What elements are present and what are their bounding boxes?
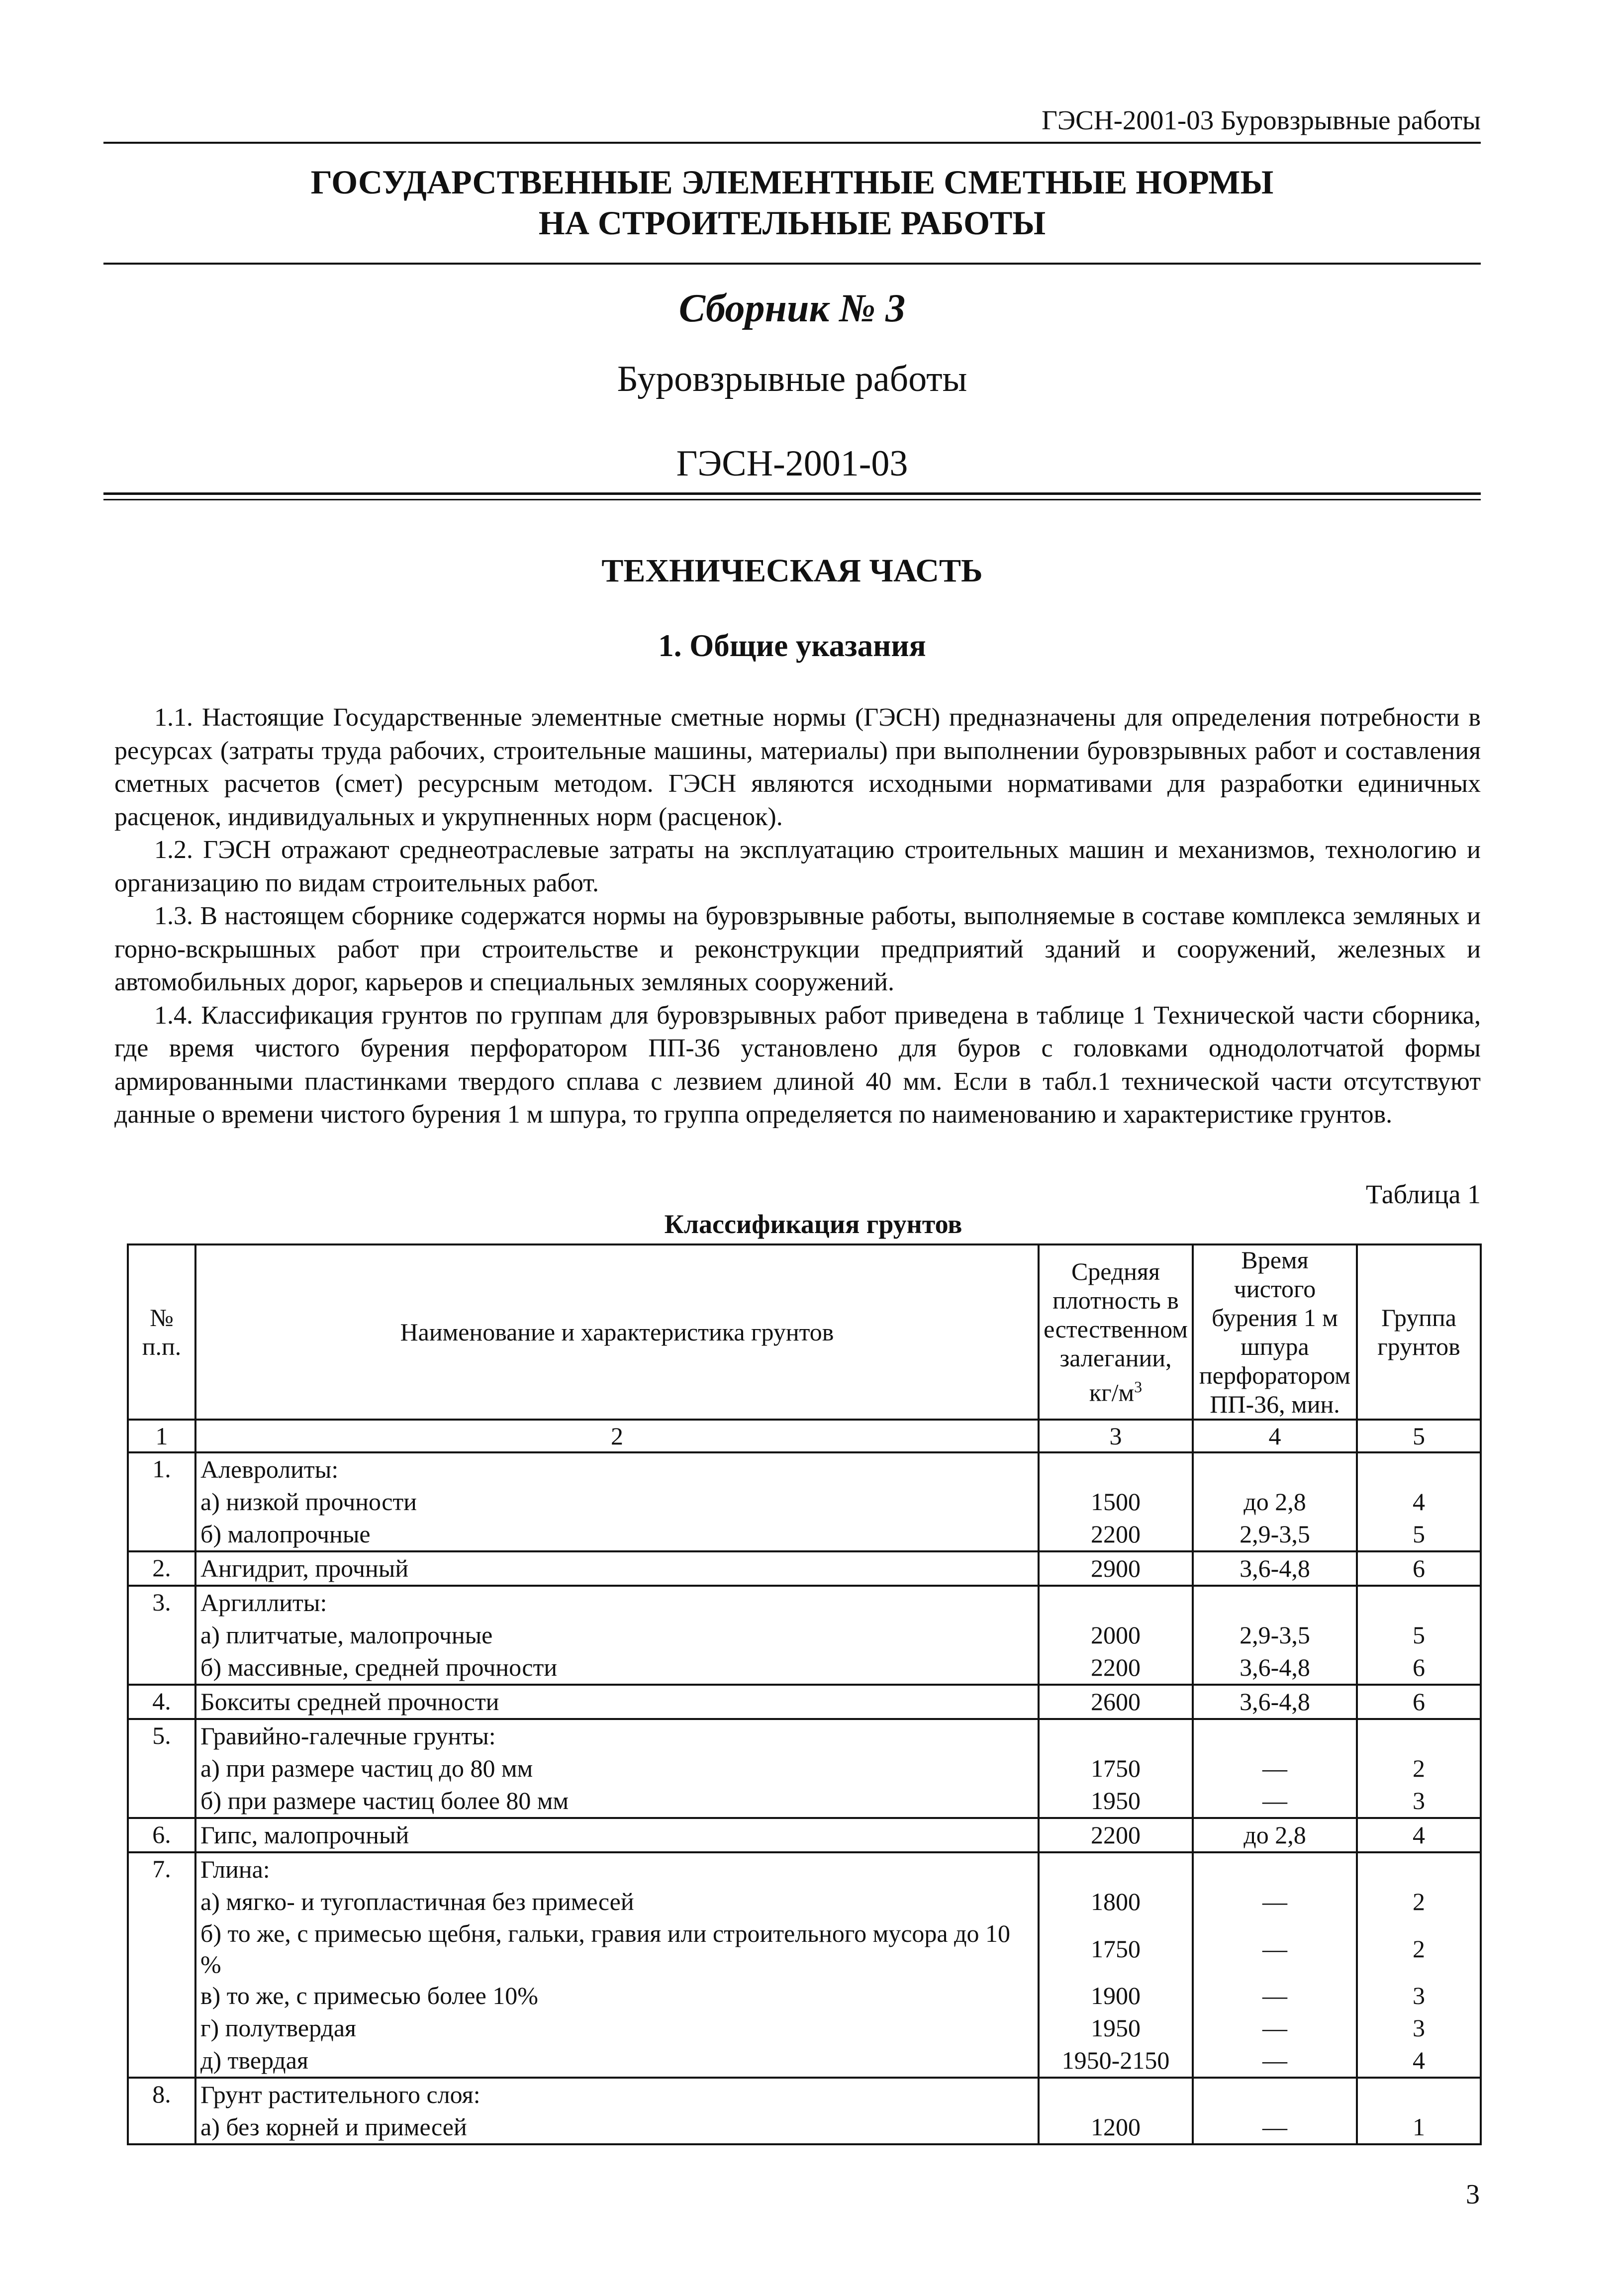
paragraph-1-2: 1.2. ГЭСН отражают среднеотраслевые затраты на эксплуатацию строительных машин и механизмов, технологию и организацию по видам строительных работ. [114, 836, 1481, 897]
soil-name: б) то же, с примесью щебня, гальки, гравия или строительного мусора до 10 % [200, 1919, 1011, 1978]
soil-group-value-cell [1357, 1586, 1481, 1685]
drill-time-value-cell [1193, 1719, 1357, 1818]
drill-time-value: — [1262, 2014, 1287, 2042]
density-value: 1950 [1091, 1787, 1141, 1815]
drill-time-value-cell [1193, 1452, 1357, 1551]
table-row [128, 1852, 1481, 2078]
soil-group-value: 3 [1413, 1982, 1425, 2009]
drill-time-value-cell [1193, 1685, 1357, 1719]
soil-group-value: 4 [1413, 1488, 1425, 1516]
table-row [128, 1452, 1481, 1551]
code-rule-thick [103, 492, 1481, 495]
density-value: 1800 [1091, 1888, 1141, 1915]
soil-group-value [1362, 1853, 1476, 1886]
column-number: 4 [1193, 1420, 1357, 1452]
density-value [1044, 1587, 1188, 1619]
soil-name-cell [195, 1551, 1039, 1586]
code-rule-thin [103, 499, 1481, 500]
column-number-row [128, 1420, 1481, 1452]
drill-time-value: — [1262, 1935, 1287, 1963]
soil-group-value [1362, 2079, 1476, 2111]
soil-name: Гравийно-галечные грунты: [200, 1722, 496, 1750]
drill-time-value [1198, 2079, 1352, 2111]
header-density [1039, 1244, 1193, 1420]
soil-group-value-cell [1357, 1852, 1481, 2078]
paragraph-1-3: 1.3. В настоящем сборнике содержатся нормы на буровзрывные работы, выполняемые в составе комплекса земляных и горно-вскрышных работ при строительстве и реконструкции предприятий зданий и сооружений, железных и автомобильных дорог, карьеров и специальных земляных сооружений. [114, 902, 1481, 996]
header-drill-time: Время чистого бурения 1 м шпура перфоратором ПП-36, мин. [1193, 1244, 1357, 1420]
header-name: Наименование и характеристика грунтов [195, 1244, 1039, 1420]
soil-group-value: 2 [1413, 1754, 1425, 1782]
soil-name: Бокситы средней прочности [200, 1688, 499, 1716]
row-number: 8. [128, 2078, 195, 2144]
title-rule [103, 263, 1481, 265]
title-line-1: ГОСУДАРСТВЕННЫЕ ЭЛЕМЕНТНЫЕ СМЕТНЫЕ НОРМЫ [310, 163, 1274, 201]
soil-name-cell [195, 1685, 1039, 1719]
column-number: 3 [1039, 1420, 1193, 1452]
density-value-cell [1039, 1586, 1193, 1685]
soil-name: г) полутвердая [200, 2014, 357, 2042]
density-value [1044, 1720, 1188, 1752]
drill-time-value-cell [1193, 1852, 1357, 2078]
title-line-2: НА СТРОИТЕЛЬНЫЕ РАБОТЫ [538, 204, 1046, 242]
density-value: 1950-2150 [1061, 2046, 1170, 2074]
soil-group-value: 1 [1413, 2113, 1425, 2141]
soil-group-value: 2 [1413, 1888, 1425, 1915]
soil-group-value: 6 [1413, 1653, 1425, 1681]
row-number: 7. [128, 1852, 195, 2078]
section-title: ТЕХНИЧЕСКАЯ ЧАСТЬ [601, 553, 983, 589]
soil-name-cell [195, 1852, 1039, 2078]
header-number: № п.п. [128, 1244, 195, 1420]
soil-group-value [1362, 1720, 1476, 1752]
density-value-cell [1039, 1685, 1193, 1719]
density-value: 1900 [1091, 1982, 1141, 2009]
table-number: Таблица 1 [1366, 1179, 1481, 1209]
drill-time-value: 2,9-3,5 [1240, 1621, 1310, 1649]
page-number: 3 [1466, 2179, 1480, 2210]
soil-group-value-cell [1357, 1818, 1481, 1852]
section-subtitle: 1. Общие указания [658, 628, 926, 663]
soil-name: Грунт растительного слоя: [200, 2081, 480, 2108]
header-group: Группа грунтов [1357, 1244, 1481, 1420]
table-row [128, 1719, 1481, 1818]
drill-time-value [1198, 1587, 1352, 1619]
drill-time-value: 3,6-4,8 [1240, 1688, 1310, 1716]
density-value: 1950 [1091, 2014, 1141, 2042]
drill-time-value: — [1262, 1982, 1287, 2009]
soil-group-value: 5 [1413, 1520, 1425, 1548]
density-value-cell [1039, 1818, 1193, 1852]
drill-time-value-cell [1193, 1818, 1357, 1852]
soil-name: а) плитчатые, малопрочные [200, 1621, 493, 1649]
table-header-row [128, 1244, 1481, 1420]
density-value [1044, 1453, 1188, 1486]
soil-group-value: 3 [1413, 1787, 1425, 1815]
drill-time-value [1198, 1453, 1352, 1486]
soil-group-value-cell [1357, 1719, 1481, 1818]
drill-time-value: 2,9-3,5 [1240, 1520, 1310, 1548]
header-density-text: Средняя плотность в естественном залегании, кг/м [1044, 1257, 1188, 1407]
soil-group-value-cell [1357, 1551, 1481, 1586]
row-number: 2. [128, 1551, 195, 1586]
density-value: 2600 [1091, 1688, 1141, 1716]
table-row [128, 1818, 1481, 1852]
density-value-cell [1039, 2078, 1193, 2144]
paragraph-1-1: 1.1. Настоящие Государственные элементные сметные нормы (ГЭСН) предназначены для определения потребности в ресурсах (затраты труда рабочих, строительные машины, материалы) при выполнении буровзрывных работ и составления сметных расчетов (смет) ресурсным методом. ГЭСН являются исходными нормативами для разработки единичных расценок, индивидуальных и укрупненных норм (расценок). [114, 703, 1481, 831]
drill-time-value-cell [1193, 1586, 1357, 1685]
soil-group-value: 4 [1413, 2046, 1425, 2074]
soil-name: а) низкой прочности [200, 1488, 417, 1516]
table-row [128, 2078, 1481, 2144]
header-density-sup: 3 [1134, 1378, 1143, 1396]
header-rule [103, 142, 1481, 144]
table-title: Классификация грунтов [664, 1209, 962, 1239]
soil-group-value: 6 [1413, 1688, 1425, 1716]
table-row [128, 1551, 1481, 1586]
soil-group-value: 4 [1413, 1821, 1425, 1849]
density-value: 1750 [1091, 1935, 1141, 1963]
norm-code: ГЭСН-2001-03 [676, 443, 908, 484]
row-number: 6. [128, 1818, 195, 1852]
row-number: 3. [128, 1586, 195, 1685]
density-value-cell [1039, 1551, 1193, 1586]
drill-time-value-cell [1193, 2078, 1357, 2144]
row-number: 4. [128, 1685, 195, 1719]
density-value: 1750 [1091, 1754, 1141, 1782]
soil-name-cell [195, 1452, 1039, 1551]
soil-group-value: 3 [1413, 2014, 1425, 2042]
paragraph-1-4: 1.4. Классификация грунтов по группам для буровзрывных работ приведена в таблице 1 Технической части сборника, где время чистого бурения перфоратором ПП-36 установлено для буров с головками однодолотчатой формы армированными пластинками твердого сплава с лезвием длиной 40 мм. Если в табл.1 технической части отсутствуют данные о времени чистого бурения 1 м шпура, то группа определяется по наименованию и характеристике грунтов. [114, 1001, 1481, 1129]
drill-time-value: — [1262, 2113, 1287, 2141]
soil-name: а) мягко- и тугопластичная без примесей [200, 1888, 634, 1915]
drill-time-value-cell [1193, 1551, 1357, 1586]
table-row [128, 1586, 1481, 1685]
drill-time-value: 3,6-4,8 [1240, 1554, 1310, 1582]
soil-name: Глина: [200, 1855, 270, 1883]
soil-name: а) при размере частиц до 80 мм [200, 1754, 533, 1782]
soil-group-value-cell [1357, 2078, 1481, 2144]
soil-group-value: 5 [1413, 1621, 1425, 1649]
soil-name-cell [195, 1719, 1039, 1818]
density-value [1044, 2079, 1188, 2111]
density-value-cell [1039, 1852, 1193, 2078]
soil-name-cell [195, 1586, 1039, 1685]
drill-time-value: до 2,8 [1243, 1488, 1306, 1516]
density-value: 1500 [1091, 1488, 1141, 1516]
soil-name: в) то же, с примесью более 10% [200, 1982, 538, 2009]
density-value: 2200 [1091, 1821, 1141, 1849]
soil-group-value-cell [1357, 1452, 1481, 1551]
soil-name: б) малопрочные [200, 1520, 371, 1548]
document-title [103, 162, 1481, 243]
drill-time-value [1198, 1853, 1352, 1886]
drill-time-value [1198, 1720, 1352, 1752]
soil-group-value: 2 [1413, 1935, 1425, 1963]
soil-name-cell [195, 1818, 1039, 1852]
row-number: 5. [128, 1719, 195, 1818]
density-value: 1200 [1091, 2113, 1141, 2141]
drill-time-value: — [1262, 1787, 1287, 1815]
density-value: 2200 [1091, 1520, 1141, 1548]
body-text [114, 701, 1481, 1132]
soil-name: б) при размере частиц более 80 мм [200, 1787, 569, 1815]
soil-group-value [1362, 1453, 1476, 1486]
density-value-cell [1039, 1719, 1193, 1818]
soil-name: Алевролиты: [200, 1455, 339, 1483]
density-value [1044, 1853, 1188, 1886]
collection-subject: Буровзрывные работы [617, 359, 967, 399]
soil-name: Аргиллиты: [200, 1589, 327, 1617]
table-row [128, 1685, 1481, 1719]
soil-group-value-cell [1357, 1685, 1481, 1719]
soil-name: Гипс, малопрочный [200, 1821, 409, 1849]
soil-name: б) массивные, средней прочности [200, 1653, 558, 1681]
column-number: 5 [1357, 1420, 1481, 1452]
drill-time-value: — [1262, 1754, 1287, 1782]
drill-time-value: — [1262, 1888, 1287, 1915]
drill-time-value: до 2,8 [1243, 1821, 1306, 1849]
row-number: 1. [128, 1452, 195, 1551]
soil-name: д) твердая [200, 2046, 308, 2074]
column-number: 2 [195, 1420, 1039, 1452]
drill-time-value: 3,6-4,8 [1240, 1653, 1310, 1681]
soil-name: Ангидрит, прочный [200, 1554, 409, 1582]
density-value: 2000 [1091, 1621, 1141, 1649]
density-value-cell [1039, 1452, 1193, 1551]
table-body [128, 1452, 1481, 2144]
running-header: ГЭСН-2001-03 Буровзрывные работы [1042, 105, 1481, 135]
density-value: 2900 [1091, 1554, 1141, 1582]
collection-number: Сборник № 3 [678, 287, 906, 330]
soil-name: а) без корней и примесей [200, 2113, 467, 2141]
density-value: 2200 [1091, 1653, 1141, 1681]
soil-classification-table [127, 1243, 1482, 2145]
soil-group-value: 6 [1413, 1554, 1425, 1582]
column-number: 1 [128, 1420, 195, 1452]
soil-group-value [1362, 1587, 1476, 1619]
drill-time-value: — [1262, 2046, 1287, 2074]
soil-name-cell [195, 2078, 1039, 2144]
